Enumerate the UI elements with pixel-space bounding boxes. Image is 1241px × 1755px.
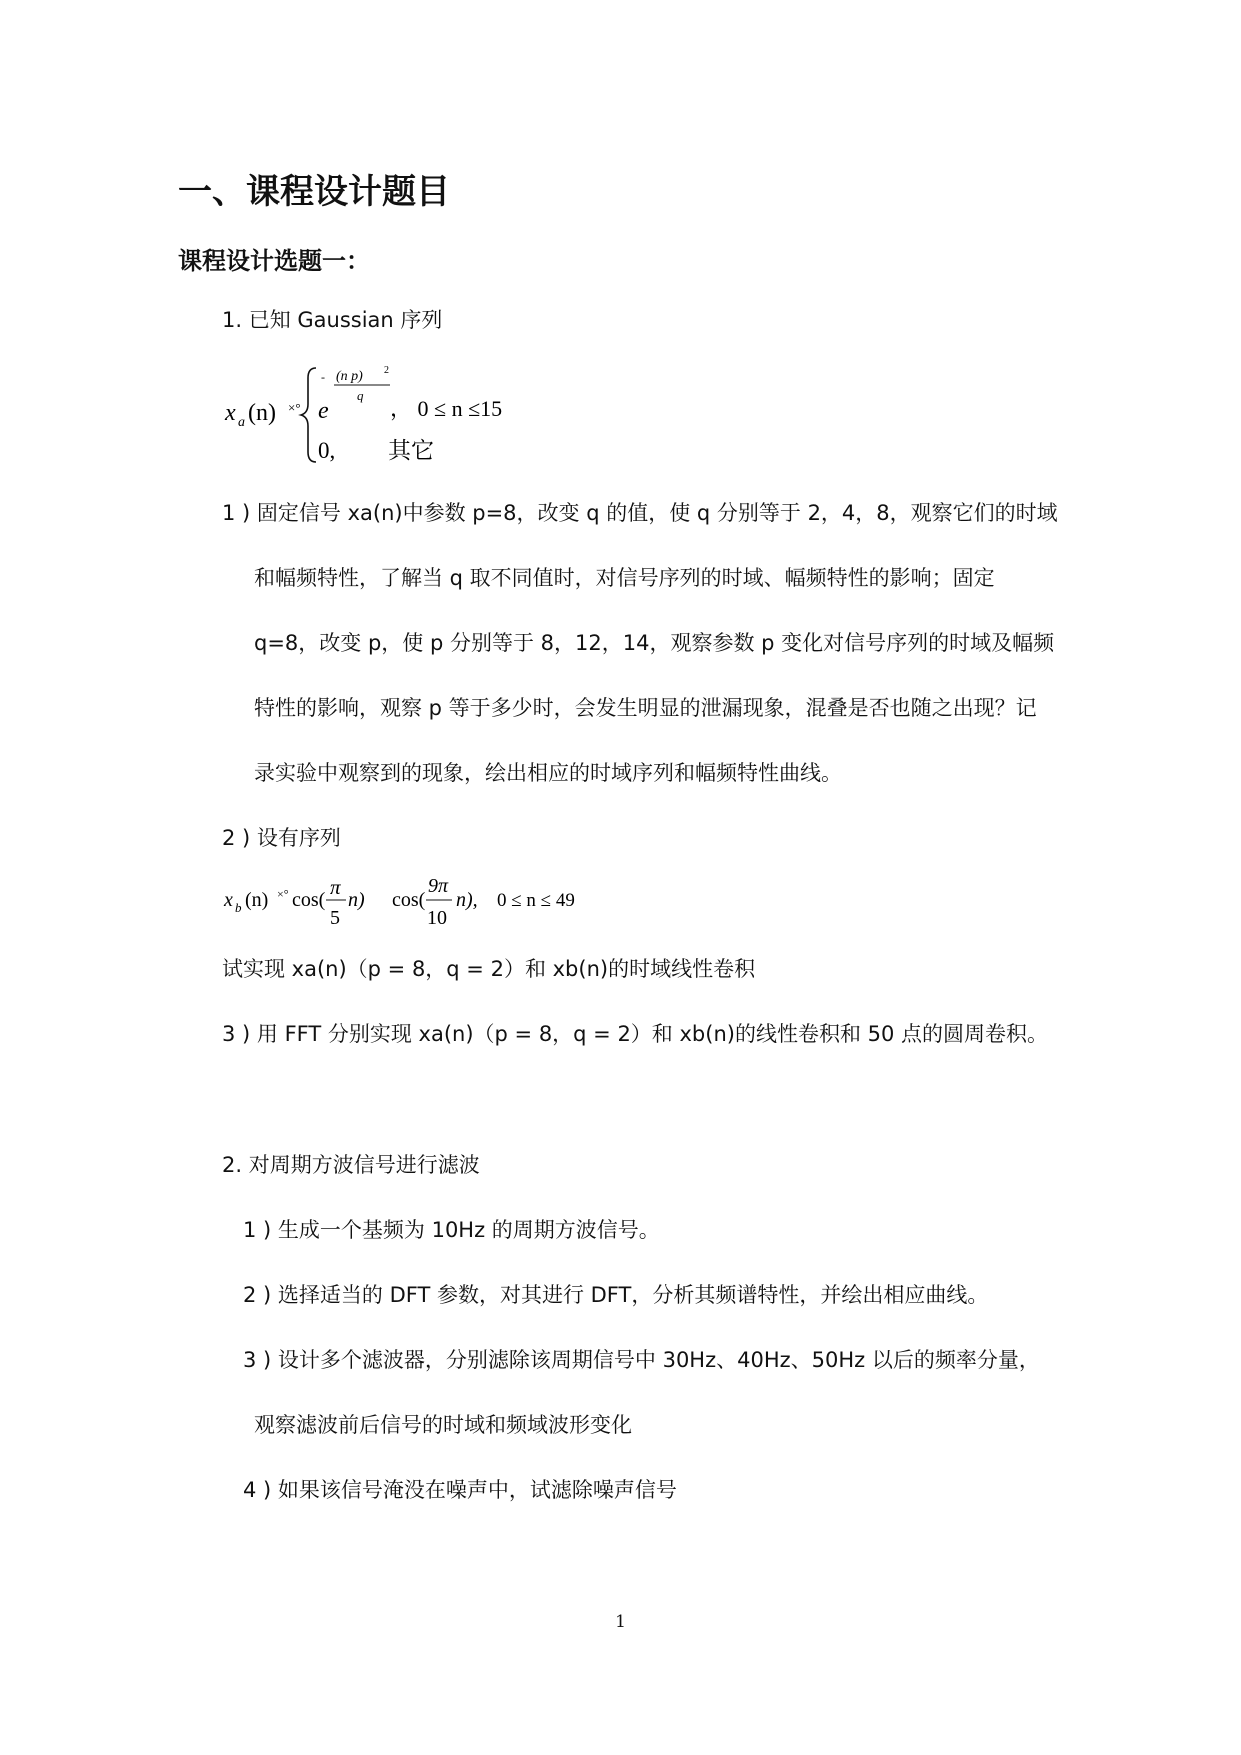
- formula-xb-lhs: x: [224, 889, 233, 911]
- q2-title: 2 ) 设有序列: [222, 826, 341, 850]
- formula-xb-frac1-den: 5: [330, 907, 340, 929]
- formula-xb-lhs-arg: (n): [245, 889, 269, 911]
- formula-xb: [220, 868, 600, 938]
- page-number: 1: [615, 1612, 626, 1632]
- item2-line-4: 观察滤波前后信号的时域和频域波形变化: [254, 1413, 632, 1437]
- item2-line-2: 2 ) 选择适当的 DFT 参数，对其进行 DFT，分析其频谱特性，并绘出相应曲线。: [243, 1283, 989, 1307]
- q3-text: 3 ) 用 FFT 分别实现 xa(n)（p = 8，q = 2）和 xb(n)的线性卷积和 50 点的圆周卷积。: [222, 1022, 1049, 1046]
- formula-xa-exp-base: e: [318, 398, 329, 424]
- formula-xb-garble: ×°: [277, 887, 289, 901]
- formula-xa-exp-minus: -: [321, 370, 325, 384]
- formula-xb-frac2-den: 10: [427, 907, 447, 929]
- q1-line-1: 1 ) 固定信号 xa(n)中参数 p=8，改变 q 的值，使 q 分别等于 2，4，8，观察它们的时域: [222, 501, 1058, 525]
- formula-xb-lhs-sub: b: [235, 900, 242, 915]
- q1-line-4: 特性的影响，观察 p 等于多少时，会发生明显的泄漏现象，混叠是否也随之出现？记: [254, 696, 1037, 720]
- formula-xa-exp-den: q: [357, 388, 364, 403]
- q1-line-5: 录实验中观察到的现象，绘出相应的时域序列和幅频特性曲线。: [254, 761, 842, 785]
- q1-line-3: q=8，改变 p，使 p 分别等于 8，12，14，观察参数 p 变化对信号序列的时域及幅频: [254, 631, 1055, 655]
- item2-title: 2. 对周期方波信号进行滤波: [222, 1153, 480, 1177]
- formula-xa: [220, 360, 540, 470]
- q2-text: 试实现 xa(n)（p = 8，q = 2）和 xb(n)的时域线性卷积: [222, 957, 756, 981]
- formula-xb-frac1-num: π: [330, 875, 341, 899]
- formula-xa-lhs-sub: a: [238, 415, 245, 430]
- formula-xa-exp-num: (n p): [336, 369, 363, 384]
- formula-xa-exp-num-sup: 2: [384, 365, 389, 376]
- item1-title: 1. 已知 Gaussian 序列: [222, 308, 443, 332]
- subsection-heading: 课程设计选题一：: [178, 247, 370, 275]
- formula-xb-cos1: cos(: [292, 889, 326, 911]
- formula-xb-cos2: cos(: [392, 889, 426, 911]
- section-heading: 一、课程设计题目: [178, 172, 450, 212]
- formula-xa-lhs-arg: (n): [248, 400, 276, 426]
- formula-xb-frac2-num: 9π: [428, 875, 449, 897]
- item2-line-5: 4 ) 如果该信号淹没在噪声中，试滤除噪声信号: [243, 1478, 677, 1502]
- formula-xa-case2-value: 0,: [318, 438, 336, 463]
- formula-xa-case2-cond: 其它: [388, 438, 434, 463]
- formula-xa-range: ， 0 ≤ n ≤15: [390, 396, 503, 421]
- formula-xb-range: 0 ≤ n ≤ 49: [497, 890, 575, 911]
- formula-xa-brace: [301, 368, 316, 462]
- formula-xa-lhs: x: [225, 400, 236, 426]
- formula-xb-after2: n),: [456, 889, 478, 911]
- formula-xa-garble: ×°: [288, 400, 301, 415]
- formula-xb-after1: n): [348, 889, 365, 911]
- item2-line-3: 3 ) 设计多个滤波器，分别滤除该周期信号中 30Hz、40Hz、50Hz 以后的频率分量，: [243, 1348, 1040, 1372]
- item2-line-1: 1 ) 生成一个基频为 10Hz 的周期方波信号。: [243, 1218, 660, 1242]
- q1-line-2: 和幅频特性，了解当 q 取不同值时，对信号序列的时域、幅频特性的影响；固定: [254, 566, 995, 590]
